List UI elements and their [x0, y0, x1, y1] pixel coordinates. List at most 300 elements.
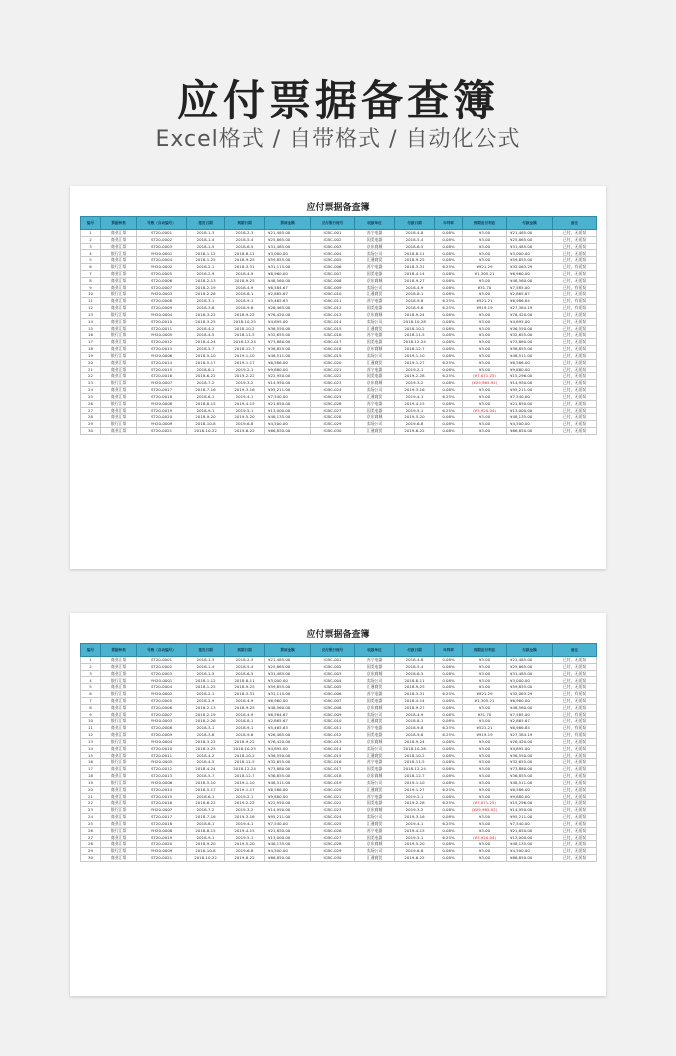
hero-title: 应付票据备查簿: [176, 76, 499, 125]
table-cell: ST20-0013: [137, 346, 187, 353]
table-cell: ICBC-008: [311, 277, 355, 284]
table-cell: 0.08%: [435, 421, 463, 428]
table-cell: YH20-0006: [137, 352, 187, 359]
table-cell: 商业汇票: [101, 773, 137, 780]
column-header: 到期日期: [225, 217, 265, 230]
table-row: [81, 663, 597, 670]
table-cell: ¥95,211.00: [507, 814, 553, 821]
table-cell: 商业汇票: [101, 766, 137, 773]
table-cell: 17: [81, 766, 101, 773]
table-cell: 2018-7-2: [187, 380, 225, 387]
table-cell: 2018-11-5: [395, 332, 435, 339]
table-cell: ICBC-023: [311, 807, 355, 814]
table-cell: 6.25%: [435, 786, 463, 793]
table-cell: 0.08%: [435, 745, 463, 752]
table-cell: 已付，无延误: [553, 421, 597, 428]
table-cell: ST20-0005: [137, 697, 187, 704]
table-cell: ¥3.00: [463, 663, 507, 670]
table-cell: 商业汇票: [101, 732, 137, 739]
table-cell: 苏宁电器: [355, 400, 395, 407]
table-cell: 0.08%: [435, 697, 463, 704]
table-cell: ¥3.00: [463, 759, 507, 766]
table-cell: 2019-4-15: [225, 827, 265, 834]
table-cell: 卖场公司: [355, 387, 395, 394]
table-cell: ¥2,865.67: [265, 291, 311, 298]
table-row: [81, 277, 597, 284]
table-row: [81, 718, 597, 725]
table-cell: 20: [81, 786, 101, 793]
table-cell: 2018-12-7: [225, 346, 265, 353]
table-cell: 19: [81, 352, 101, 359]
table-cell: ¥14,950.00: [507, 380, 553, 387]
table-cell: 京东商城: [355, 704, 395, 711]
table-cell: 2018-4-2: [187, 325, 225, 332]
table-cell: 2018-9-6: [225, 305, 265, 312]
table-cell: 2018-10-8: [187, 848, 225, 855]
table-cell: ICBC-009: [311, 284, 355, 291]
table-cell: 2018-1-12: [187, 250, 225, 257]
table-cell: YH20-0001: [137, 250, 187, 257]
table-cell: 2019-6-8: [225, 848, 265, 855]
table-cell: 银行汇票: [101, 250, 137, 257]
table-cell: 2018-9-1: [225, 298, 265, 305]
table-cell: 已付，无延误: [553, 250, 597, 257]
table-cell: ¥36,855.00: [265, 346, 311, 353]
column-header: 号数（自动编号）: [137, 217, 187, 230]
table-cell: 商业汇票: [101, 373, 137, 380]
table-row: [81, 387, 597, 394]
table-cell: 商业汇票: [101, 339, 137, 346]
table-cell: 3: [81, 670, 101, 677]
column-header: 到期日期: [225, 644, 265, 657]
table-cell: ¥919.19: [463, 305, 507, 312]
table-row: [81, 793, 597, 800]
table-cell: 0.08%: [435, 414, 463, 421]
table-cell: 2018-1-25: [187, 684, 225, 691]
table-cell: 商业汇票: [101, 243, 137, 250]
table-cell: ¥25,865.00: [265, 236, 311, 243]
table-cell: 汇通商贸: [355, 428, 395, 435]
table-cell: ¥36,855.00: [507, 773, 553, 780]
table-cell: 30: [81, 855, 101, 862]
table-cell: 2018-4-8: [395, 657, 435, 664]
table-cell: ¥14,950.00: [507, 807, 553, 814]
table-cell: ¥7,585.00: [507, 284, 553, 291]
table-cell: 已付，无延误: [553, 814, 597, 821]
table-cell: ¥48,511.00: [265, 779, 311, 786]
table-cell: 已付，无延误: [553, 359, 597, 366]
table-cell: ¥3.00: [463, 400, 507, 407]
table-cell: ST20-0005: [137, 270, 187, 277]
table-cell: 商业汇票: [101, 277, 137, 284]
table-cell: 商业汇票: [101, 414, 137, 421]
table-cell: 已付，无延误: [553, 759, 597, 766]
table-cell: 卖场公司: [355, 318, 395, 325]
table-cell: 苏宁电器: [355, 298, 395, 305]
table-cell: ¥73,880.00: [507, 766, 553, 773]
table-cell: ¥48,560.00: [265, 277, 311, 284]
table-cell: 2018-3-31: [225, 264, 265, 271]
table-cell: 2019-3-2: [395, 380, 435, 387]
table-row: [81, 779, 597, 786]
table-cell: 2019-1-27: [395, 786, 435, 793]
table-cell: 2019-4-1: [395, 820, 435, 827]
table-cell: ¥48,560.00: [507, 704, 553, 711]
table-cell: 2018-7-16: [187, 387, 225, 394]
table-cell: 24: [81, 814, 101, 821]
table-cell: ICBC-006: [311, 691, 355, 698]
table-cell: 0.08%: [435, 236, 463, 243]
table-cell: 0.08%: [435, 346, 463, 353]
table-cell: ICBC-019: [311, 779, 355, 786]
table-cell: 2018-6-5: [395, 243, 435, 250]
table-cell: ¥31.70: [463, 284, 507, 291]
column-header: 备注: [553, 217, 597, 230]
table-cell: 已付，无延误: [553, 704, 597, 711]
table-cell: ST20-0004: [137, 257, 187, 264]
table-cell: ¥3.00: [463, 352, 507, 359]
table-cell: ¥3.00: [463, 718, 507, 725]
table-cell: ¥76,420.00: [265, 738, 311, 745]
table-cell: ¥3.00: [463, 677, 507, 684]
table-row: [81, 380, 597, 387]
table-cell: ICBC-020: [311, 359, 355, 366]
table-cell: ICBC-026: [311, 827, 355, 834]
table-cell: ST20-0017: [137, 814, 187, 821]
table-cell: ¥25,865.00: [507, 236, 553, 243]
table-cell: 2019-5-1: [395, 407, 435, 414]
table-cell: 2019-5-20: [395, 414, 435, 421]
table-cell: ¥15,296.00: [507, 800, 553, 807]
table-cell: 2018-3-6: [187, 305, 225, 312]
table-cell: 0.08%: [435, 759, 463, 766]
table-cell: 23: [81, 807, 101, 814]
table-cell: ¥21,485.00: [265, 657, 311, 664]
table-cell: ¥36,855.00: [507, 346, 553, 353]
table-cell: ICBC-002: [311, 236, 355, 243]
table-cell: 2018-4-9: [395, 284, 435, 291]
table-cell: 汇通商贸: [355, 820, 395, 827]
table-cell: 已付，有延误: [553, 725, 597, 732]
table-cell: ¥6,986.84: [507, 725, 553, 732]
table-cell: 商业汇票: [101, 393, 137, 400]
table-cell: 6.25%: [435, 407, 463, 414]
table-cell: ICBC-017: [311, 766, 355, 773]
table-cell: ¥4,895.00: [265, 745, 311, 752]
table-cell: 2018-2-3: [225, 230, 265, 237]
table-cell: ST20-0010: [137, 745, 187, 752]
table-cell: ¥21,850.00: [507, 827, 553, 834]
table-cell: 0.08%: [435, 277, 463, 284]
table-cell: ¥2,865.67: [507, 291, 553, 298]
table-cell: 2019-3-2: [225, 380, 265, 387]
table-cell: ICBC-016: [311, 759, 355, 766]
table-cell: ¥32,063.29: [507, 691, 553, 698]
column-header: 签发日期: [187, 217, 225, 230]
table-cell: ICBC-003: [311, 670, 355, 677]
sheet-title: 应付票据备查簿: [306, 630, 370, 640]
table-cell: ¥9,880.00: [265, 793, 311, 800]
table-cell: ¥5,465.63: [265, 725, 311, 732]
table-cell: ¥48,511.00: [507, 779, 553, 786]
table-cell: ¥3.00: [463, 311, 507, 318]
table-cell: ¥48,135.00: [265, 414, 311, 421]
table-cell: 汇通商贸: [355, 325, 395, 332]
table-cell: 3: [81, 243, 101, 250]
table-cell: 商业汇票: [101, 800, 137, 807]
table-cell: ¥22,950.00: [265, 373, 311, 380]
table-cell: 京东商城: [355, 841, 395, 848]
table-cell: 2018-5-4: [395, 236, 435, 243]
table-cell: ST20-0021: [137, 855, 187, 862]
table-cell: (¥3,920.04): [463, 407, 507, 414]
table-cell: 已付，有延误: [553, 264, 597, 271]
table-cell: 银行汇票: [101, 779, 137, 786]
table-cell: 2019-1-17: [225, 786, 265, 793]
table-cell: ST20-0010: [137, 318, 187, 325]
table-cell: ¥6,584.67: [265, 711, 311, 718]
table-cell: ICBC-025: [311, 393, 355, 400]
table-cell: 已付，无延误: [553, 766, 597, 773]
table-cell: ¥2,865.67: [507, 718, 553, 725]
table-cell: 15: [81, 325, 101, 332]
table-cell: 汇通商贸: [355, 257, 395, 264]
table-cell: 卖场公司: [355, 779, 395, 786]
table-cell: 2018-1-25: [187, 257, 225, 264]
table-row: [81, 725, 597, 732]
table-cell: ICBC-015: [311, 752, 355, 759]
table-cell: ¥3.00: [463, 773, 507, 780]
table-cell: ICBC-004: [311, 250, 355, 257]
table-cell: 已付，有延误: [553, 711, 597, 718]
table-cell: 国美电器: [355, 800, 395, 807]
table-cell: 已付，有延误: [553, 284, 597, 291]
table-cell: 2018-8-11: [225, 677, 265, 684]
table-cell: 已付，无延误: [553, 684, 597, 691]
table-cell: 2018-3-31: [395, 691, 435, 698]
table-cell: 已付，有延误: [553, 298, 597, 305]
table-cell: YH20-0003: [137, 291, 187, 298]
table-cell: 商业汇票: [101, 704, 137, 711]
table-cell: ST20-0018: [137, 820, 187, 827]
table-cell: 2018-6-1: [187, 366, 225, 373]
table-cell: ICBC-023: [311, 380, 355, 387]
table-cell: 已付，无延误: [553, 318, 597, 325]
table-cell: ¥521.21: [463, 725, 507, 732]
table-cell: ICBC-002: [311, 663, 355, 670]
table-cell: ¥59,855.00: [265, 257, 311, 264]
table-cell: ¥95,211.00: [507, 387, 553, 394]
table-cell: 商业汇票: [101, 793, 137, 800]
table-cell: 2018-3-31: [395, 264, 435, 271]
table-cell: 2018-10-28: [395, 318, 435, 325]
table-cell: 2018-4-14: [395, 697, 435, 704]
table-cell: 1: [81, 657, 101, 664]
table-cell: ST20-0016: [137, 373, 187, 380]
table-row: [81, 407, 597, 414]
table-cell: ¥48,511.00: [507, 352, 553, 359]
table-cell: 12: [81, 732, 101, 739]
table-cell: ¥3.00: [463, 250, 507, 257]
table-cell: 卖场公司: [355, 677, 395, 684]
table-cell: 6: [81, 691, 101, 698]
table-cell: 银行汇票: [101, 718, 137, 725]
table-cell: ¥21,485.00: [507, 657, 553, 664]
table-cell: 29: [81, 421, 101, 428]
table-cell: 0.08%: [435, 855, 463, 862]
table-cell: ¥27,384.19: [507, 305, 553, 312]
table-cell: 2019-5-1: [225, 407, 265, 414]
table-cell: 2018-5-17: [187, 786, 225, 793]
table-row: [81, 786, 597, 793]
table-cell: ¥48,560.00: [507, 277, 553, 284]
table-cell: ¥32,063.29: [507, 264, 553, 271]
table-cell: 0.08%: [435, 332, 463, 339]
table-cell: 苏宁电器: [355, 827, 395, 834]
table-cell: 汇通商贸: [355, 786, 395, 793]
table-cell: 商业汇票: [101, 752, 137, 759]
table-cell: 25: [81, 820, 101, 827]
table-cell: 汇通商贸: [355, 752, 395, 759]
table-cell: 国美电器: [355, 663, 395, 670]
table-cell: ¥25,865.00: [507, 663, 553, 670]
table-cell: ¥3.00: [463, 291, 507, 298]
column-header: 编号: [81, 644, 101, 657]
column-header: 兑付银行账号: [311, 217, 355, 230]
table-cell: 2018-2-19: [187, 284, 225, 291]
table-cell: ICBC-013: [311, 311, 355, 318]
table-cell: ICBC-017: [311, 339, 355, 346]
table-cell: 2018-11-5: [225, 332, 265, 339]
table-cell: ST20-0003: [137, 243, 187, 250]
table-cell: ICBC-015: [311, 325, 355, 332]
table-row: [81, 400, 597, 407]
table-cell: ¥36,550.00: [265, 325, 311, 332]
table-cell: ST20-0012: [137, 766, 187, 773]
table-cell: 银行汇票: [101, 691, 137, 698]
table-cell: 商业汇票: [101, 684, 137, 691]
table-cell: 卖场公司: [355, 421, 395, 428]
table-cell: ¥3.00: [463, 793, 507, 800]
table-cell: ¥3.00: [463, 393, 507, 400]
table-cell: 商业汇票: [101, 657, 137, 664]
table-cell: 已付，无延误: [553, 855, 597, 862]
table-cell: 0.08%: [435, 366, 463, 373]
table-cell: 已付，无延误: [553, 773, 597, 780]
table-cell: 已付，无延误: [553, 718, 597, 725]
table-row: [81, 298, 597, 305]
table-cell: ¥6,960.00: [265, 697, 311, 704]
ledger-table: [80, 216, 597, 435]
table-cell: 国美电器: [355, 732, 395, 739]
table-cell: 汇通商贸: [355, 291, 395, 298]
table-cell: 0.08%: [435, 848, 463, 855]
table-cell: ¥13,000.00: [265, 407, 311, 414]
table-cell: YH20-0002: [137, 264, 187, 271]
table-cell: 2019-3-2: [395, 807, 435, 814]
table-cell: 2019-4-1: [225, 393, 265, 400]
table-cell: 2018-4-5: [187, 332, 225, 339]
table-cell: ¥3.00: [463, 855, 507, 862]
table-cell: 2018-6-5: [225, 670, 265, 677]
table-cell: ¥14,950.00: [265, 380, 311, 387]
table-cell: 汇通商贸: [355, 718, 395, 725]
table-cell: 27: [81, 407, 101, 414]
table-cell: ¥3.00: [463, 236, 507, 243]
column-header: 票面金额: [265, 644, 311, 657]
table-cell: ¥3.00: [463, 243, 507, 250]
table-cell: ¥4,895.00: [507, 318, 553, 325]
table-cell: 2018-2-1: [187, 264, 225, 271]
table-cell: 商业汇票: [101, 236, 137, 243]
table-cell: 已付，无延误: [553, 677, 597, 684]
table-cell: 2018-2-19: [187, 711, 225, 718]
column-header: 付款日期: [395, 644, 435, 657]
table-cell: ST20-0014: [137, 359, 187, 366]
table-cell: ¥9,880.00: [507, 793, 553, 800]
table-cell: 2019-6-22: [225, 855, 265, 862]
table-cell: YH20-0005: [137, 332, 187, 339]
column-header: 年利率: [435, 644, 463, 657]
table-cell: 卖场公司: [355, 352, 395, 359]
table-row: [81, 848, 597, 855]
table-cell: 商业汇票: [101, 834, 137, 841]
table-cell: 2018-4-5: [187, 759, 225, 766]
table-cell: 已付，无延误: [553, 230, 597, 237]
table-cell: ¥21,850.00: [265, 827, 311, 834]
table-cell: 6.25%: [435, 359, 463, 366]
table-cell: 13: [81, 311, 101, 318]
sheet-preview-1: [70, 186, 606, 569]
table-cell: ST20-0015: [137, 793, 187, 800]
table-cell: ICBC-010: [311, 718, 355, 725]
table-cell: 汇通商贸: [355, 393, 395, 400]
table-cell: 汇通商贸: [355, 855, 395, 862]
table-cell: 2019-4-1: [395, 393, 435, 400]
table-cell: ST20-0008: [137, 725, 187, 732]
table-cell: 0.08%: [435, 250, 463, 257]
table-cell: 2018-9-20: [187, 414, 225, 421]
table-cell: ICBC-024: [311, 814, 355, 821]
column-header: 编号: [81, 217, 101, 230]
table-cell: ¥4,500.00: [265, 421, 311, 428]
table-cell: ¥3.00: [463, 745, 507, 752]
table-cell: 14: [81, 745, 101, 752]
table-cell: ICBC-022: [311, 800, 355, 807]
table-row: [81, 807, 597, 814]
table-cell: 银行汇票: [101, 848, 137, 855]
table-cell: 28: [81, 414, 101, 421]
table-row: [81, 800, 597, 807]
table-cell: ICBC-027: [311, 834, 355, 841]
table-cell: 国美电器: [355, 236, 395, 243]
table-cell: ICBC-007: [311, 697, 355, 704]
table-cell: ICBC-013: [311, 738, 355, 745]
table-cell: ¥6,960.00: [507, 270, 553, 277]
table-cell: 28: [81, 841, 101, 848]
table-cell: 0.08%: [435, 657, 463, 664]
table-cell: 0.08%: [435, 677, 463, 684]
table-cell: 0.08%: [435, 352, 463, 359]
table-cell: 2019-5-1: [395, 834, 435, 841]
table-cell: 6.25%: [435, 732, 463, 739]
table-cell: ¥3.00: [463, 766, 507, 773]
table-cell: ICBC-005: [311, 257, 355, 264]
table-cell: ICBC-011: [311, 725, 355, 732]
table-cell: 10: [81, 291, 101, 298]
table-cell: ¥3.00: [463, 827, 507, 834]
table-cell: ST20-0020: [137, 414, 187, 421]
